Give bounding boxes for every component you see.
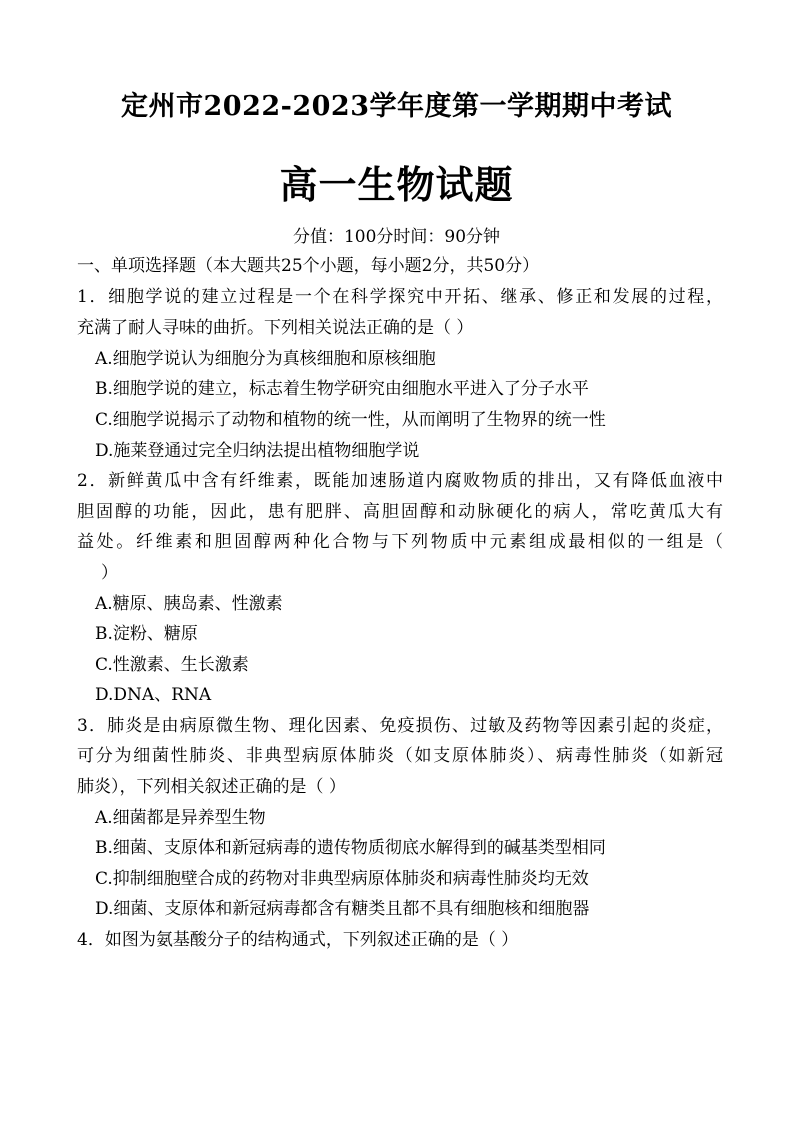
question-1-stem-line-1: 1．细胞学说的建立过程是一个在科学探究中开拓、继承、修正和发展的过程， [77, 287, 723, 307]
question-2-option-a: A.糖原、胰岛素、性激素 [95, 594, 283, 614]
subject-title: 高一生物试题 [279, 162, 514, 207]
question-2-option-b: B.淀粉、糖原 [95, 624, 198, 644]
question-1-option-b: B.细胞学说的建立，标志着生物学研究由细胞水平进入了分子水平 [95, 379, 589, 399]
question-4-stem-line-1: 4．如图为氨基酸分子的结构通式，下列叙述正确的是（ ） [77, 930, 519, 950]
score-time-info: 分值：100分时间：90分钟 [292, 227, 501, 247]
question-2-stem-line-3: 益处。纤维素和胆固醇两种化合物与下列物质中元素组成最相似的一组是（ [77, 532, 723, 552]
question-1-option-a: A.细胞学说认为细胞分为真核细胞和原核细胞 [95, 349, 436, 369]
question-2-stem-line-2: 胆固醇的功能，因此，患有肥胖、高胆固醇和动脉硬化的病人，常吃黄瓜大有 [77, 502, 723, 522]
question-2-stem-line-1: 2．新鲜黄瓜中含有纤维素，既能加速肠道内腐败物质的排出，又有降低血液中 [77, 471, 723, 491]
question-1-option-c: C.细胞学说揭示了动物和植物的统一性，从而阐明了生物界的统一性 [95, 410, 606, 430]
question-3-stem-line-2: 可分为细菌性肺炎、非典型病原体肺炎（如支原体肺炎）、病毒性肺炎（如新冠 [77, 746, 723, 766]
question-1-stem-line-2: 充满了耐人寻味的曲折。下列相关说法正确的是（ ） [77, 318, 474, 338]
question-3-stem-line-3: 肺炎），下列相关叙述正确的是（ ） [77, 777, 346, 797]
question-1-option-d: D.施莱登通过完全归纳法提出植物细胞学说 [95, 441, 420, 461]
question-3-stem-line-1: 3．肺炎是由病原微生物、理化因素、免疫损伤、过敏及药物等因素引起的炎症， [77, 716, 723, 736]
section-title: 一、单项选择题（本大题共25个小题，每小题2分，共50分） [77, 256, 540, 276]
question-3-option-b: B.细菌、支原体和新冠病毒的遗传物质彻底水解得到的碱基类型相同 [95, 838, 606, 858]
question-3-option-a: A.细菌都是异养型生物 [95, 808, 266, 828]
exam-header: 定州市2022-2023学年度第一学期期中考试 [121, 91, 672, 122]
question-2-stem-line-4: ） [101, 563, 118, 583]
question-3-option-c: C.抑制细胞壁合成的药物对非典型病原体肺炎和病毒性肺炎均无效 [95, 869, 589, 889]
question-3-option-d: D.细菌、支原体和新冠病毒都含有糖类且都不具有细胞核和细胞器 [95, 899, 590, 919]
question-2-option-d: D.DNA、RNA [95, 685, 212, 705]
question-2-option-c: C.性激素、生长激素 [95, 655, 249, 675]
